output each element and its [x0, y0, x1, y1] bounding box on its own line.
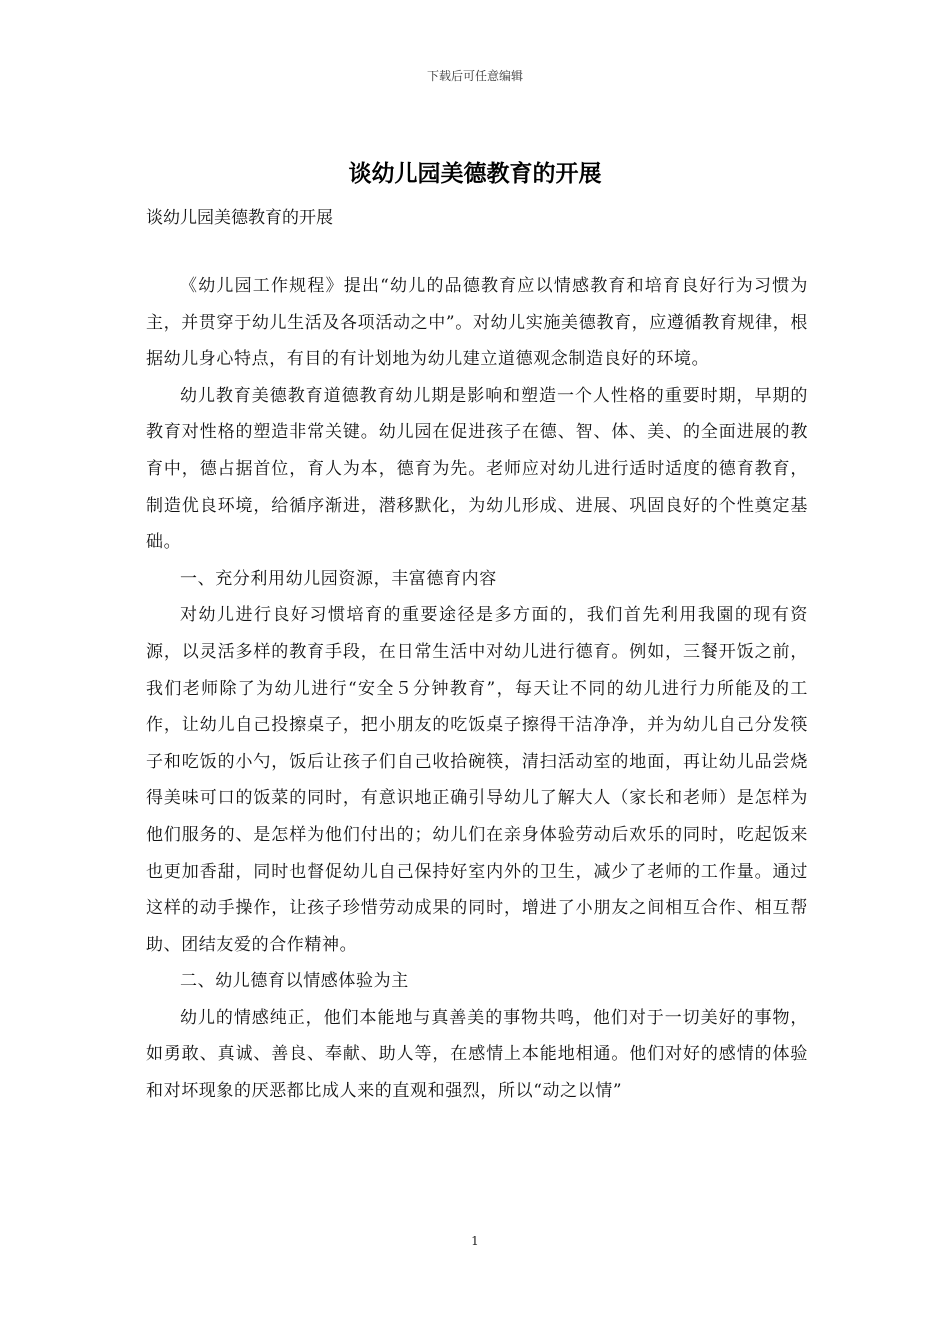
page-number: 1 — [471, 1234, 479, 1248]
document-body — [146, 268, 808, 1110]
paragraph-intro: 《幼儿园工作规程》提出“幼儿的品德教育应以情感教育和培育良好行为习惯为主，并贯穿于幼儿生活及各项活动之中”。对幼儿实施美德教育，应遵循教育规律，根据幼儿身心特点，有目的有计划地为幼儿建立道德观念制造良好的环境。 — [146, 276, 808, 370]
document-subtitle: 谈幼儿园美德教育的开展 — [146, 208, 333, 228]
paragraph-section-1: 对幼儿进行良好习惯培育的重要途径是多方面的，我们首先利用我園的现有资源，以灵活多样的教育手段，在日常生活中对幼儿进行德育。例如，三餐开饭之前，我们老师除了为幼儿进行“安全５分钟教育”，每天让不同的幼儿进行力所能及的工作，让幼儿自己投擦桌子，把小朋友的吃饭桌子擦得干洁净净，并为幼儿自己分发筷子和吃饭的小勺，饭后让孩子们自己收拾碗筷，清扫活动室的地面，再让幼儿品尝烧得美味可口的饭菜的同时，有意识地正确引导幼儿了解大人（家长和老师）是怎样为他们服务的、是怎样为他们付出的；幼儿们在亲身体验劳动后欢乐的同时，吃起饭来也更加香甜，同时也督促幼儿自己保持好室内外的卫生，减少了老师的工作量。通过这样的动手操作，让孩子珍惜劳动成果的同时，增进了小朋友之间相互合作、相互帮助、团结友爱的合作精神。 — [146, 605, 808, 955]
paragraph-importance: 幼儿教育美德教育道德教育幼儿期是影响和塑造一个人性格的重要时期，早期的教育对性格的塑造非常关键。幼儿园在促进孩子在德、智、体、美、的全面进展的教育中，德占据首位，育人为本，德育为先。老师应对幼儿进行适时适度的德育教育，制造优良环境，给循序渐进，潜移默化，为幼儿形成、进展、巩固良好的个性奠定基础。 — [146, 385, 808, 553]
document-title: 谈幼儿园美德教育的开展 — [348, 160, 602, 187]
section-heading-2: 二、幼儿德育以情感体验为主 — [180, 971, 409, 992]
paragraph-section-2: 幼儿的情感纯正，他们本能地与真善美的事物共鸣，他们对于一切美好的事物，如勇敢、真诚、善良、奉献、助人等，在感情上本能地相通。他们对好的感情的体验和对坏现象的厌恶都比成人来的直观和强烈，所以“动之以情” — [146, 1007, 808, 1102]
section-heading-1: 一、充分利用幼儿园资源，丰富德育内容 — [180, 568, 497, 589]
page-header-note: 下载后可任意编辑 — [426, 69, 523, 83]
